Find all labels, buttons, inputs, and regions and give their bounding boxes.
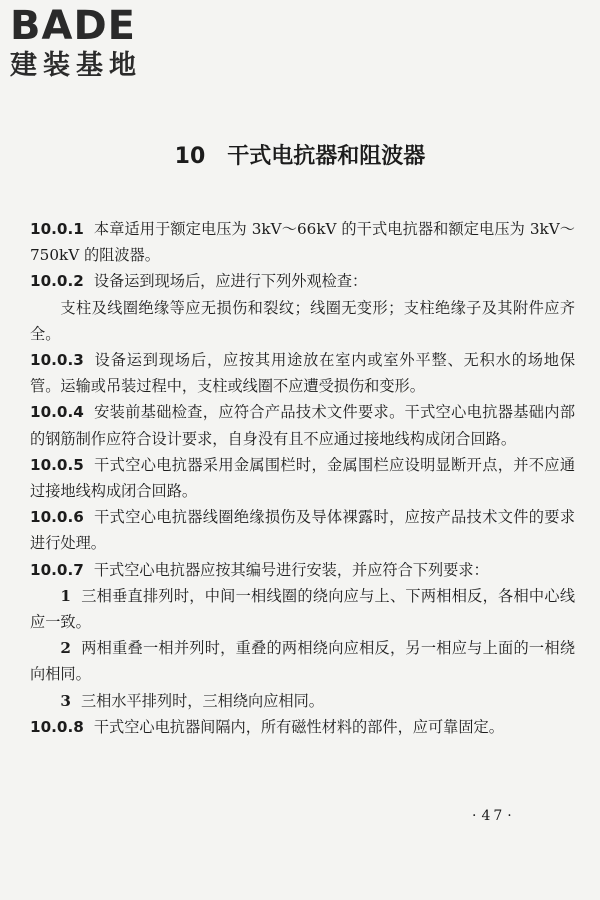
clause-number: 10.0.4 xyxy=(30,403,84,422)
clause-10-0-4 xyxy=(30,399,575,451)
list-item-number: 2 xyxy=(60,639,71,658)
clause-number: 10.0.3 xyxy=(30,351,84,370)
clause-number: 10.0.5 xyxy=(30,455,84,474)
clause-text: 支柱及线圈绝缘等应无损伤和裂纹；线圈无变形；支柱绝缘子及其附件应齐全。 xyxy=(30,298,575,343)
clause-number: 10.0.8 xyxy=(30,717,84,736)
clause-text: 干式空心电抗器采用金属围栏时，金属围栏应设明显断开点，并不应通过接地线构成闭合回路。 xyxy=(30,455,575,501)
clause-10-0-6 xyxy=(30,504,575,556)
logo-brand-text: BADE xyxy=(10,3,136,49)
clause-text: 本章适用于额定电压为 3kV～66kV 的干式电抗器和额定电压为 3kV～750kV 的阻波器。 xyxy=(30,220,575,265)
clause-text: 安装前基础检查，应符合产品技术文件要求。干式空心电抗器基础内部的钢筋制作应符合设计要求，自身没有且不应通过接地线构成闭合回路。 xyxy=(30,403,575,448)
page-number xyxy=(470,808,517,824)
list-item xyxy=(30,688,575,714)
page-number-value: 47 xyxy=(481,808,506,824)
list-item-text: 两相重叠一相并列时，重叠的两相绕向应相反，另一相应与上面的一相绕向相同。 xyxy=(30,639,575,684)
clause-10-0-2-detail xyxy=(30,295,575,347)
clause-10-0-8 xyxy=(30,714,575,740)
list-item-number: 3 xyxy=(60,691,71,710)
list-item-text: 三相水平排列时，三相绕向应相同。 xyxy=(80,691,324,710)
clause-number: 10.0.2 xyxy=(30,272,84,291)
list-item-text: 三相垂直排列时，中间一相线圈的绕向应与上、下两相相反，各相中心线应一致。 xyxy=(30,586,575,632)
chapter-title-text: 干式电抗器和阻波器 xyxy=(227,144,426,169)
clause-10-0-5 xyxy=(30,452,575,504)
clause-number: 10.0.7 xyxy=(30,560,84,579)
clause-10-0-7 xyxy=(30,557,575,583)
clause-10-0-2 xyxy=(30,268,575,294)
clause-number: 10.0.1 xyxy=(30,220,84,238)
chapter-number: 10 xyxy=(174,144,206,169)
page-number-dot-right: · xyxy=(507,808,515,824)
page-number-dot-left: · xyxy=(472,808,480,824)
chapter-title xyxy=(0,143,600,171)
list-item-number: 1 xyxy=(60,586,71,605)
list-item xyxy=(30,635,575,687)
clause-text: 设备运到现场后，应按其用途放在室内或室外平整、无积水的场地保管。运输或吊装过程中，支柱或线圈不应遭受损伤和变形。 xyxy=(30,351,575,396)
clause-number: 10.0.6 xyxy=(30,508,84,527)
document-body xyxy=(30,216,575,740)
logo-subtitle-text: 建装基地 xyxy=(10,50,142,81)
clause-text: 干式空心电抗器应按其编号进行安装，并应符合下列要求： xyxy=(93,560,489,579)
clause-text: 干式空心电抗器线圈绝缘损伤及导体裸露时，应按产品技术文件的要求进行处理。 xyxy=(30,508,575,553)
brand-logo xyxy=(10,4,175,84)
clause-text: 干式空心电抗器间隔内，所有磁性材料的部件，应可靠固定。 xyxy=(93,717,504,736)
clause-10-0-1 xyxy=(30,216,575,268)
clause-10-0-3 xyxy=(30,347,575,399)
clause-text: 设备运到现场后，应进行下列外观检查： xyxy=(93,272,368,291)
list-item xyxy=(30,583,575,635)
